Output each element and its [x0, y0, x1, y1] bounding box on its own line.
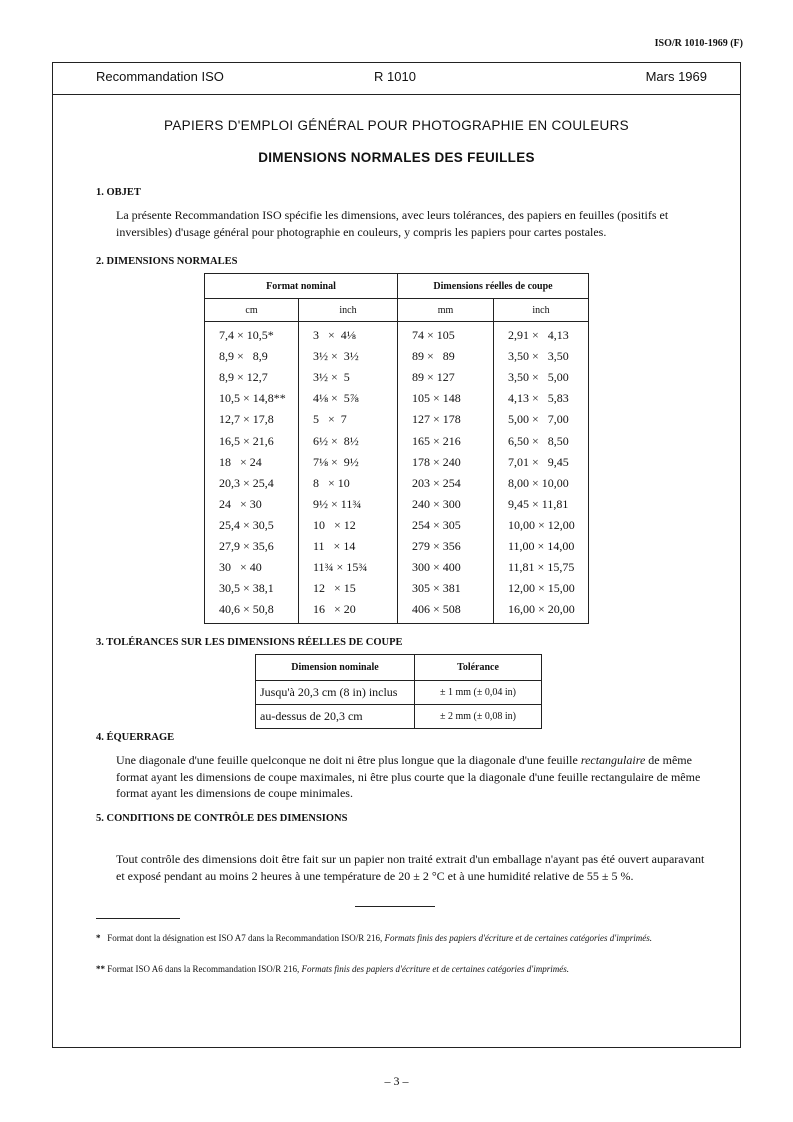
table-cell: 30 × 40	[205, 557, 299, 578]
table-row	[205, 494, 589, 515]
table-cell: 9½ × 11¾	[299, 494, 398, 515]
table-cell: 203 × 254	[398, 473, 494, 494]
table-cell: 254 × 305	[398, 515, 494, 536]
table-cell: 27,9 × 35,6	[205, 536, 299, 557]
table-cell: 7,4 × 10,5*	[205, 322, 299, 347]
table-row	[205, 515, 589, 536]
footnote	[96, 963, 716, 976]
document-subtitle: DIMENSIONS NORMALES DES FEUILLES	[258, 150, 535, 165]
column-group-header: Format nominal	[205, 274, 398, 299]
text: Une diagonale d'une feuille quelconque ne doit ni être plus longue que la diagonale d'une feuille	[116, 753, 581, 767]
table-cell: 4,13 × 5,83	[494, 388, 589, 409]
table-cell: 3½ × 5	[299, 367, 398, 388]
table-cell: 30,5 × 38,1	[205, 578, 299, 599]
table-cell: 4⅛ × 5⅞	[299, 388, 398, 409]
table-cell: 9,45 × 11,81	[494, 494, 589, 515]
table-row	[205, 367, 589, 388]
table-cell: 178 × 240	[398, 452, 494, 473]
footnote-italic: Formats finis des papiers d'écriture et de certaines catégories d'imprimés.	[301, 964, 569, 974]
table-cell: 16 × 20	[299, 599, 398, 624]
table-cell: 3,50 × 5,00	[494, 367, 589, 388]
table-cell: 8,00 × 10,00	[494, 473, 589, 494]
table-cell: 8,9 × 8,9	[205, 346, 299, 367]
table-cell: 165 × 216	[398, 430, 494, 451]
section-text: La présente Recommandation ISO spécifie les dimensions, avec leurs tolérances, des papiers en feuilles (positifs et inversibles) d'usage général pour photographie en couleurs, y compris les papiers pour cartes postales.	[116, 208, 669, 239]
table-cell: 2,91 × 4,13	[494, 322, 589, 347]
table-cell: 7⅛ × 9½	[299, 452, 398, 473]
table-cell: 6,50 × 8,50	[494, 430, 589, 451]
table-cell: 6½ × 8½	[299, 430, 398, 451]
footnote-text: Format ISO A6 dans la Recommandation ISO/R 216,	[107, 964, 300, 974]
table-cell: 5 × 7	[299, 409, 398, 430]
table-row	[205, 322, 589, 347]
table-cell: 10,00 × 12,00	[494, 515, 589, 536]
column-header: inch	[299, 299, 398, 322]
section-heading: 3. TOLÉRANCES SUR LES DIMENSIONS RÉELLES DE COUPE	[96, 637, 403, 648]
table-cell: 12 × 15	[299, 578, 398, 599]
header-right: Mars 1969	[645, 69, 707, 84]
table-cell: 305 × 381	[398, 578, 494, 599]
table-cell: 8,9 × 12,7	[205, 367, 299, 388]
header-divider	[52, 94, 741, 95]
table-cell: 3 × 4⅛	[299, 322, 398, 347]
header-left: Recommandation ISO	[96, 69, 224, 84]
page-number: – 3 –	[384, 1074, 409, 1088]
table-row	[205, 452, 589, 473]
table-cell: ± 2 mm (± 0,08 in)	[415, 705, 542, 729]
column-header: mm	[398, 299, 494, 322]
table-cell: 24 × 30	[205, 494, 299, 515]
table-cell: 11,00 × 14,00	[494, 536, 589, 557]
footnote-text: Format dont la désignation est ISO A7 dans la Recommandation ISO/R 216,	[107, 933, 383, 943]
table-cell: au-dessus de 20,3 cm	[256, 705, 415, 729]
table-cell: 11,81 × 15,75	[494, 557, 589, 578]
italic-text: rectangulaire	[580, 753, 646, 767]
footnote-rule	[96, 918, 180, 919]
section-text: Tout contrôle des dimensions doit être fait sur un papier non traité extrait d'un emballage n'ayant pas été ouvert auparavant et exposé pendant au moins 2 heures à une température de 20 ± 2 °C et à une humidité relative de 55 ± 5 %.	[116, 852, 705, 883]
table-cell: 89 × 89	[398, 346, 494, 367]
table-cell: 11 × 14	[299, 536, 398, 557]
table-row	[256, 681, 542, 705]
table-cell: 105 × 148	[398, 388, 494, 409]
table-cell: ± 1 mm (± 0,04 in)	[415, 681, 542, 705]
column-header: Tolérance	[415, 655, 542, 681]
table-cell: 10,5 × 14,8**	[205, 388, 299, 409]
tolerance-table	[255, 654, 542, 729]
table-cell: 279 × 356	[398, 536, 494, 557]
table-cell: 25,4 × 30,5	[205, 515, 299, 536]
table-cell: 300 × 400	[398, 557, 494, 578]
table-cell: 7,01 × 9,45	[494, 452, 589, 473]
table-row	[256, 705, 542, 729]
column-group-header: Dimensions réelles de coupe	[398, 274, 589, 299]
table-cell: 3½ × 3½	[299, 346, 398, 367]
table-cell: 18 × 24	[205, 452, 299, 473]
table-row	[205, 536, 589, 557]
footnote	[96, 932, 716, 945]
section-heading: 1. OBJET	[96, 187, 141, 198]
table-cell: 12,7 × 17,8	[205, 409, 299, 430]
section-heading: 2. DIMENSIONS NORMALES	[96, 256, 238, 267]
table-cell: 10 × 12	[299, 515, 398, 536]
table-row	[205, 599, 589, 624]
table-row	[205, 557, 589, 578]
column-header: cm	[205, 299, 299, 322]
table-cell: 8 × 10	[299, 473, 398, 494]
table-cell: 40,6 × 50,8	[205, 599, 299, 624]
table-cell: Jusqu'à 20,3 cm (8 in) inclus	[256, 681, 415, 705]
section-text	[116, 752, 706, 802]
dimensions-table	[204, 273, 589, 624]
table-cell: 11¾ × 15¾	[299, 557, 398, 578]
footnote-mark: **	[96, 964, 105, 974]
table-row	[205, 430, 589, 451]
table-row	[205, 473, 589, 494]
table-row	[205, 409, 589, 430]
document-title: PAPIERS D'EMPLOI GÉNÉRAL POUR PHOTOGRAPHIE EN COULEURS	[164, 118, 629, 133]
header-center: R 1010	[374, 69, 416, 84]
section-heading: 4. ÉQUERRAGE	[96, 732, 175, 743]
column-header: Dimension nominale	[256, 655, 415, 681]
table-row	[205, 388, 589, 409]
table-cell: 5,00 × 7,00	[494, 409, 589, 430]
section-heading: 5. CONDITIONS DE CONTRÔLE DES DIMENSIONS	[96, 813, 348, 824]
table-cell: 89 × 127	[398, 367, 494, 388]
table-cell: 240 × 300	[398, 494, 494, 515]
document-reference: ISO/R 1010-1969 (F)	[654, 38, 743, 49]
footnote-italic: Formats finis des papiers d'écriture et de certaines catégories d'imprimés.	[384, 933, 652, 943]
table-cell: 16,00 × 20,00	[494, 599, 589, 624]
end-rule	[355, 906, 435, 907]
table-cell: 12,00 × 15,00	[494, 578, 589, 599]
table-cell: 16,5 × 21,6	[205, 430, 299, 451]
text: de même format ayant les dimensions de coupe maximales, ni être plus courte que la diagonale d'une feuille rectangulaire de même format ayant les dimensions de coupe minimales.	[116, 753, 701, 800]
table-cell: 3,50 × 3,50	[494, 346, 589, 367]
table-cell: 406 × 508	[398, 599, 494, 624]
footnote-mark: *	[96, 933, 101, 943]
table-cell: 20,3 × 25,4	[205, 473, 299, 494]
table-row	[205, 346, 589, 367]
table-row	[205, 578, 589, 599]
table-cell: 74 × 105	[398, 322, 494, 347]
column-header: inch	[494, 299, 589, 322]
table-cell: 127 × 178	[398, 409, 494, 430]
